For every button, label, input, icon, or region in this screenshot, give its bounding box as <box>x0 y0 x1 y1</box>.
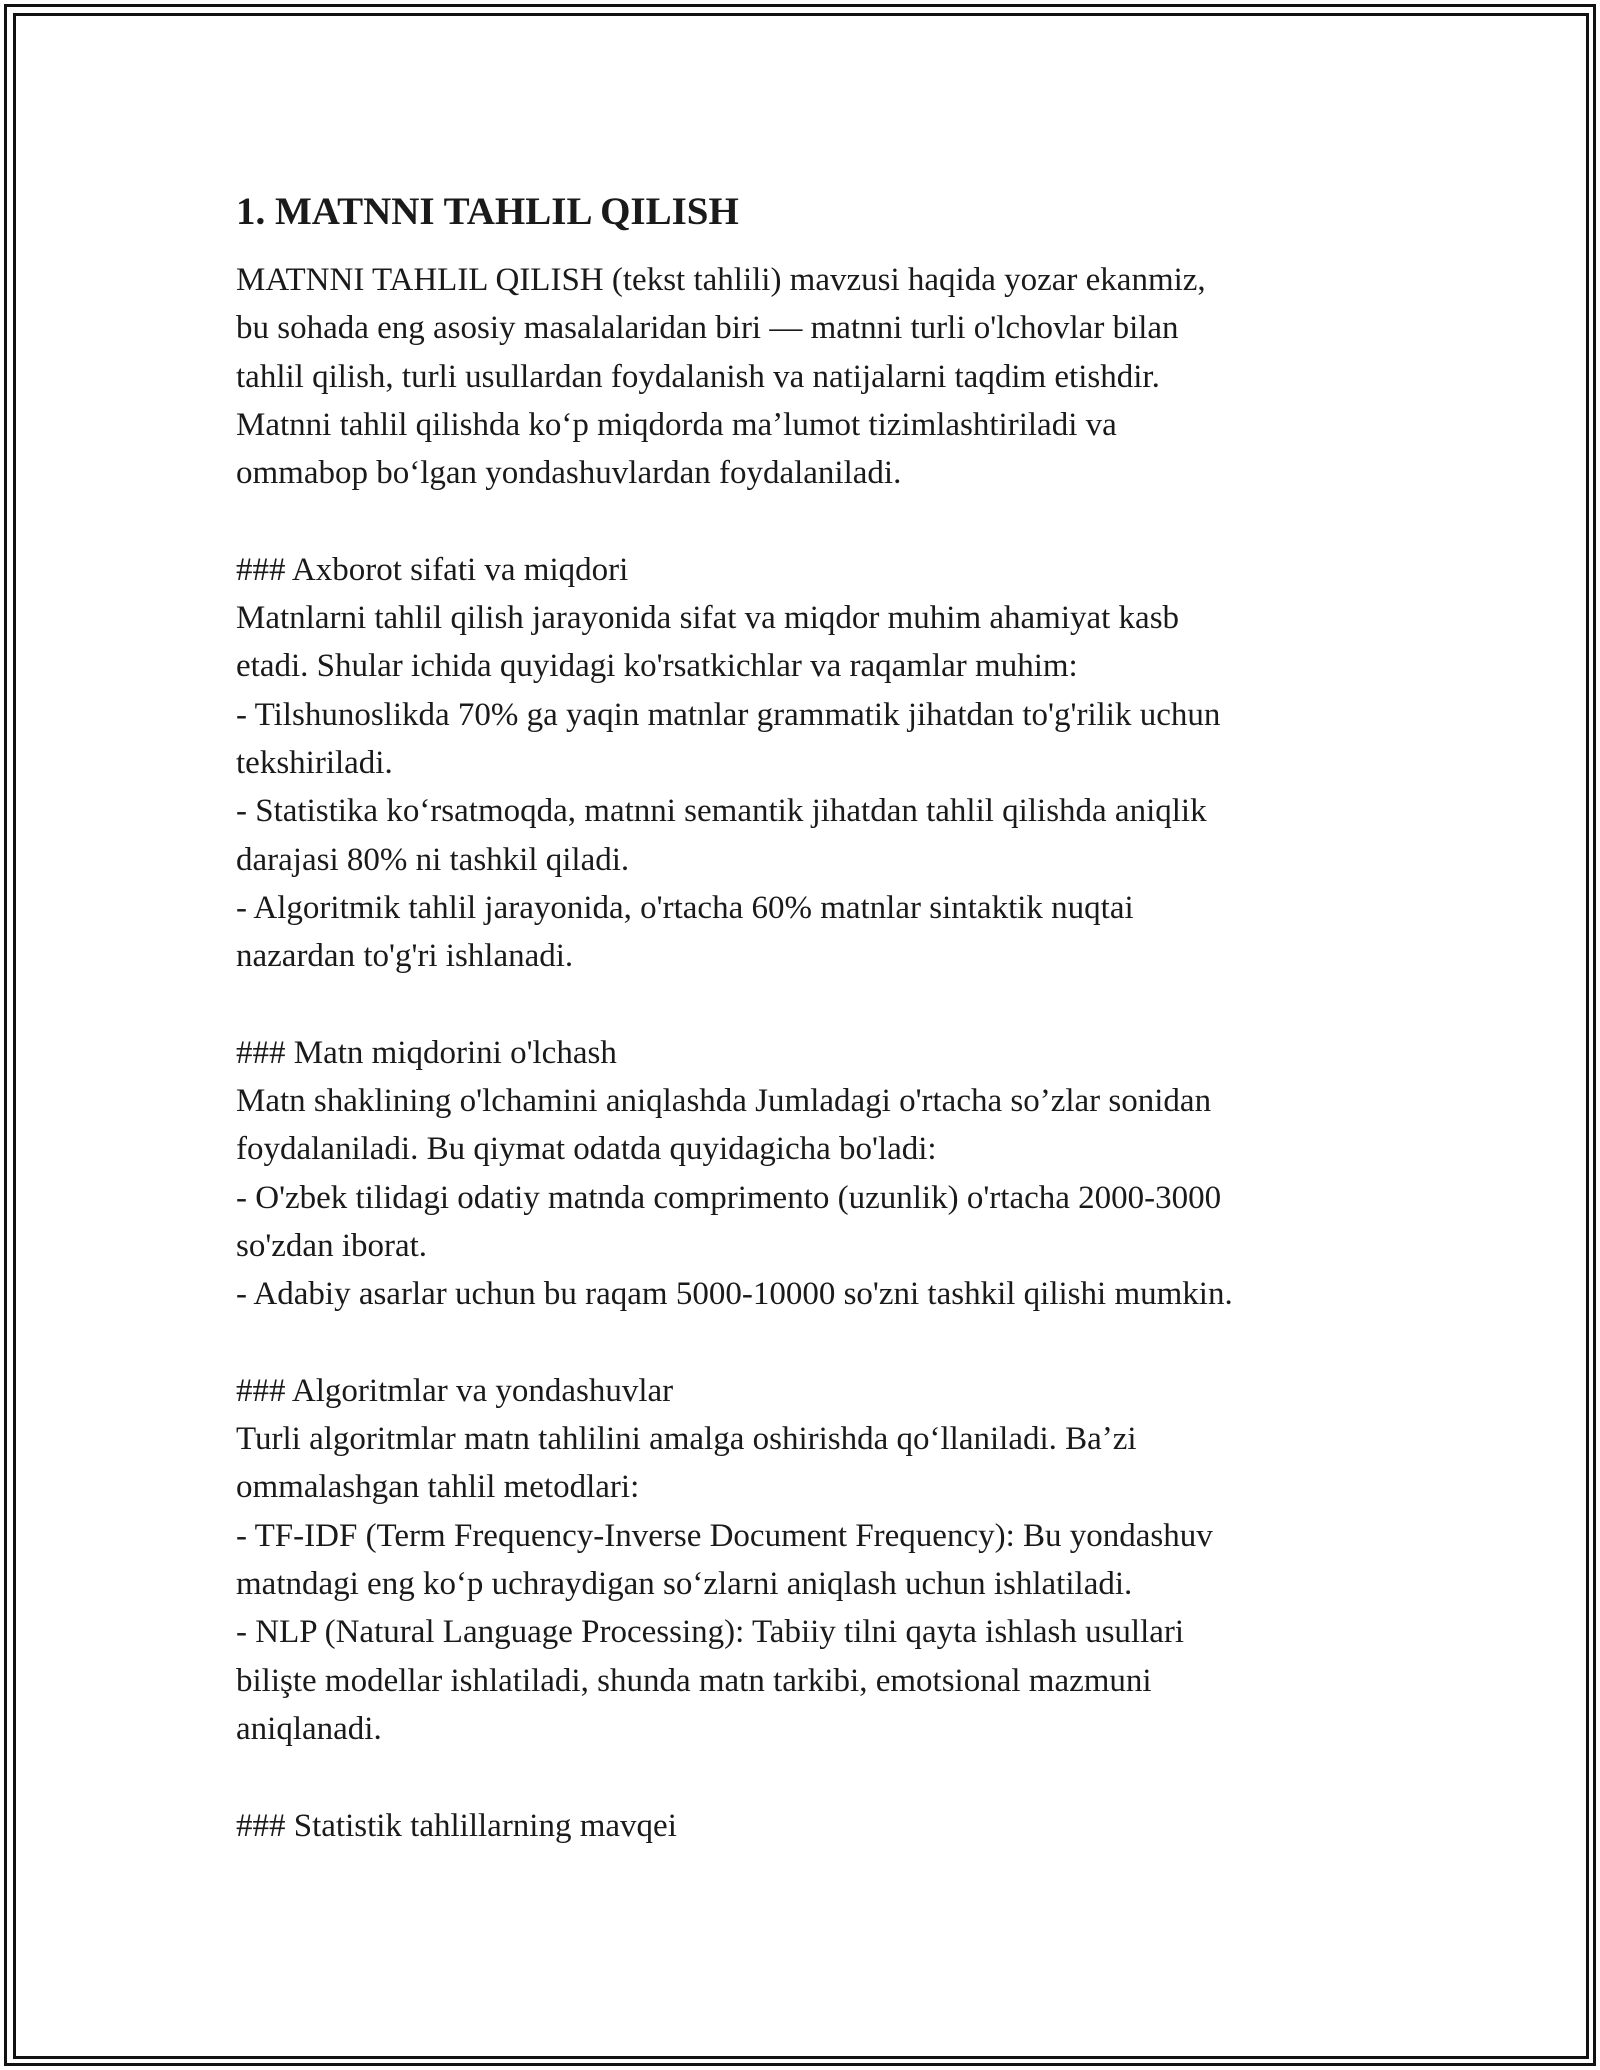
document-text <box>236 256 1386 1850</box>
text-line: tahlil qilish, turli usullardan foydalanish va natijalarni taqdim etishdir. <box>236 358 1160 395</box>
text-line: bilişte modellar ishlatiladi, shunda matn tarkibi, emotsional mazmuni <box>236 1662 1152 1699</box>
text-line: MATNNI TAHLIL QILISH (tekst tahlili) mavzusi haqida yozar ekanmiz, <box>236 262 1206 298</box>
blank-line <box>236 980 1386 1028</box>
text-line: Matnlarni tahlil qilish jarayonida sifat va miqdor muhim ahamiyat kasb <box>236 600 1180 637</box>
section-heading: ### Matn miqdorini o'lchash <box>236 1034 617 1071</box>
blank-line <box>236 1753 1386 1801</box>
text-line: so'zdan iborat. <box>236 1227 428 1264</box>
list-item: - O'zbek tilidagi odatiy matnda comprimento (uzunlik) o'rtacha 2000-3000 <box>236 1179 1222 1216</box>
text-line: Matn shaklining o'lchamini aniqlashda Jumladagi o'rtacha so’zlar sonidan <box>236 1083 1212 1120</box>
text-line: ommalashgan tahlil metodlari: <box>236 1469 640 1506</box>
list-item: - Statistika koʻrsatmoqda, matnni semantik jihatdan tahlil qilishda aniqlik <box>236 793 1207 830</box>
list-item: - TF-IDF (Term Frequency-Inverse Document Frequency): Bu yondashuv <box>236 1517 1213 1554</box>
section-heading: ### Statistik tahlillarning mavqei <box>236 1807 677 1844</box>
document-body <box>236 186 1386 1850</box>
section-heading: ### Axborot sifati va miqdori <box>236 551 629 588</box>
list-item: - Adabiy asarlar uchun bu raqam 5000-10000 so'zni tashkil qilishi mumkin. <box>236 1276 1233 1313</box>
text-line: bu sohada eng asosiy masalalaridan biri — matnni turli o'lchovlar bilan <box>236 310 1179 347</box>
section-heading: ### Algoritmlar va yondashuvlar <box>236 1372 674 1409</box>
text-line: Matnni tahlil qilishda koʻp miqdorda maʼlumot tizimlashtiriladi va <box>236 406 1117 443</box>
text-line: etadi. Shular ichida quyidagi ko'rsatkichlar va raqamlar muhim: <box>236 648 1078 685</box>
document-title: 1. MATNNI TAHLIL QILISH <box>236 190 739 233</box>
text-line: ommabop boʻlgan yondashuvlardan foydalaniladi. <box>236 455 902 492</box>
text-line: darajasi 80% ni tashkil qiladi. <box>236 841 630 878</box>
text-line: tekshiriladi. <box>236 744 393 781</box>
blank-line <box>236 1319 1386 1367</box>
text-line: matndagi eng koʻp uchraydigan soʻzlarni aniqlash uchun ishlatiladi. <box>236 1566 1133 1603</box>
blank-line <box>236 497 1386 545</box>
text-line: nazardan to'g'ri ishlanadi. <box>236 938 574 975</box>
list-item: - NLP (Natural Language Processing): Tabiiy tilni qayta ishlash usullari <box>236 1614 1185 1651</box>
text-line: aniqlanadi. <box>236 1710 382 1747</box>
text-line: foydalaniladi. Bu qiymat odatda quyidagicha bo'ladi: <box>236 1131 937 1168</box>
list-item: - Tilshunoslikda 70% ga yaqin matnlar grammatik jihatdan to'g'rilik uchun <box>236 696 1221 733</box>
text-line: Turli algoritmlar matn tahlilini amalga oshirishda qoʻllaniladi. Baʼzi <box>236 1421 1137 1458</box>
list-item: - Algoritmik tahlil jarayonida, o'rtacha 60% matnlar sintaktik nuqtai <box>236 889 1134 926</box>
